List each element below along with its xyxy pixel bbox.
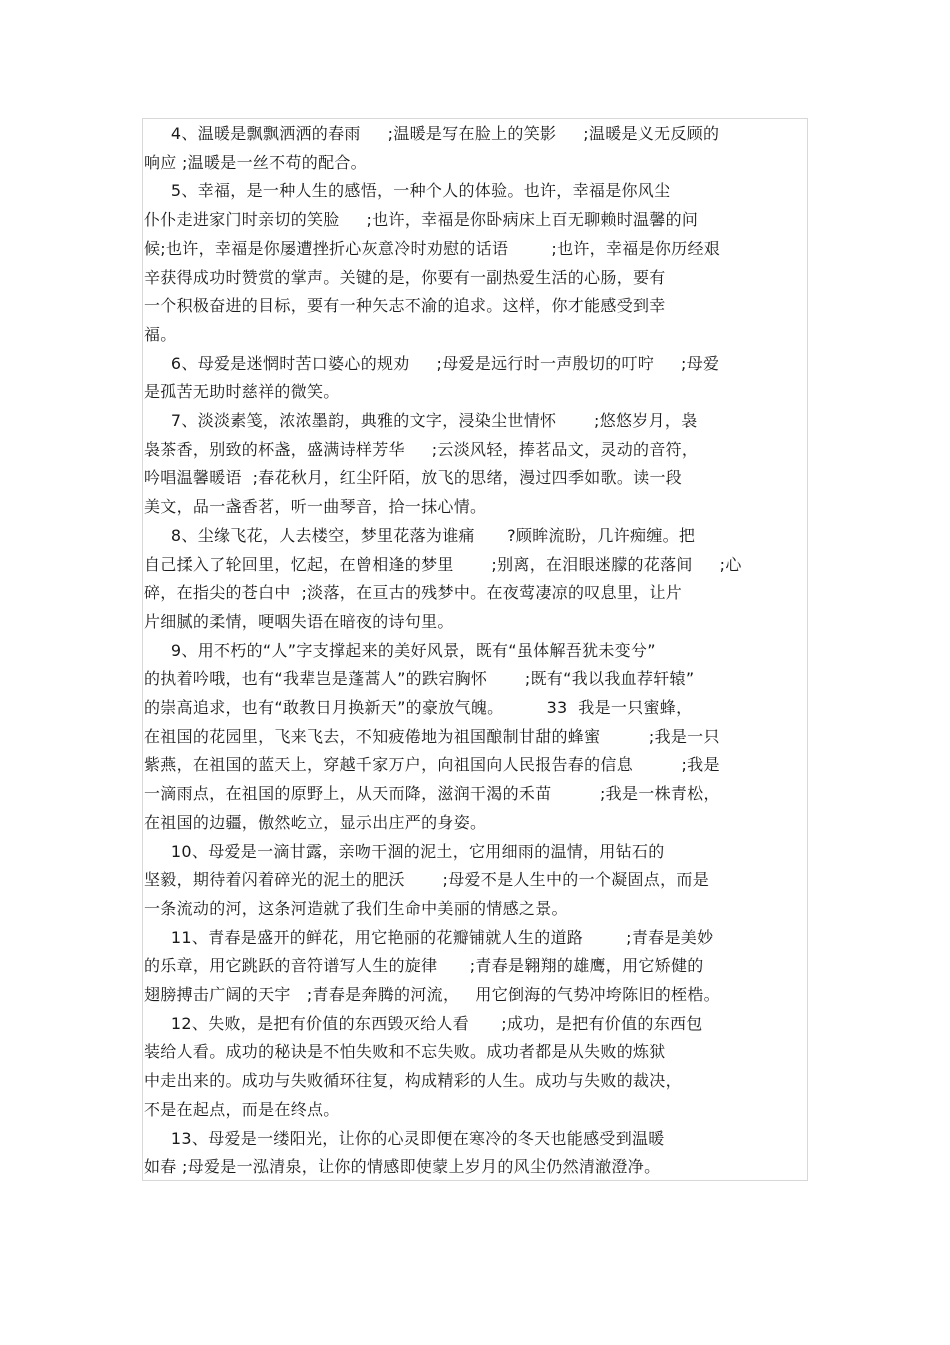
text-line: 翅膀搏击广阔的天宇 ;青春是奔腾的河流， 用它倒海的气势冲垮陈旧的桎梏。 xyxy=(144,985,720,1004)
text-line: 响应 ;温暖是一丝不苟的配合。 xyxy=(144,152,367,172)
text-line: 福。 xyxy=(144,324,177,344)
text-line: 的乐章，用它跳跃的音符谱写人生的旋律 ;青春是翱翔的雄鹰，用它矫健的 xyxy=(144,956,704,976)
text-line: 10、母爱是一滴甘露，亲吻干涸的泥土，它用细雨的温情，用钻石的 xyxy=(144,841,665,861)
text-line: 7、淡淡素笺，浓浓墨韵，典雅的文字，浸染尘世情怀 ;悠悠岁月，袅 xyxy=(144,411,698,430)
text-line: 13、母爱是一缕阳光，让你的心灵即便在寒冷的冬天也能感受到温暖 xyxy=(144,1128,665,1148)
text-line: 坚毅，期待着闪着碎光的泥土的肥沃 ;母爱不是人生中的一个凝固点，而是 xyxy=(144,870,709,890)
text-line: 碎，在指尖的苍白中 ;淡落，在亘古的残梦中。在夜莺凄凉的叹息里，让片 xyxy=(144,583,683,603)
text-line: 一个积极奋进的目标，要有一种矢志不渝的追求。这样，你才能感受到幸 xyxy=(144,296,666,316)
text-line: 在祖国的边疆，傲然屹立，显示出庄严的身姿。 xyxy=(144,812,487,832)
text-line: 紫燕，在祖国的蓝天上，穿越千家万户，向祖国向人民报告春的信息 ;我是 xyxy=(144,755,720,775)
text-line: 9、用不朽的“人”字支撑起来的美好风景，既有“虽体解吾犹未变兮” xyxy=(144,640,656,660)
text-line: 仆仆走进家门时亲切的笑脸 ;也许，幸福是你卧病床上百无聊赖时温馨的问 xyxy=(144,210,699,230)
text-line: 一条流动的河，这条河造就了我们生命中美丽的情感之景。 xyxy=(144,898,568,918)
text-line: 吟唱温馨暖语 ;春花秋月，红尘阡陌，放飞的思绪，漫过四季如歌。读一段 xyxy=(144,468,683,488)
text-line: 辛获得成功时赞赏的掌声。关键的是，你要有一副热爱生活的心肠，要有 xyxy=(144,267,666,287)
top-rule xyxy=(142,118,808,119)
text-line: 一滴雨点，在祖国的原野上，从天而降，滋润干渴的禾苗 ;我是一株青松， xyxy=(144,784,720,804)
text-line: 中走出来的。成功与失败循环往复，构成精彩的人生。成功与失败的裁决， xyxy=(144,1071,682,1091)
text-line: 是孤苦无助时慈祥的微笑。 xyxy=(144,382,340,402)
text-line: 美文，品一盏香茗，听一曲琴音，拾一抹心情。 xyxy=(144,497,487,517)
bottom-rule xyxy=(142,1180,808,1181)
text-line: 4、温暖是飘飘洒洒的春雨 ;温暖是写在脸上的笑影 ;温暖是义无反顾的 xyxy=(144,124,720,143)
text-line: 12、失败，是把有价值的东西毁灭给人看 ;成功，是把有价值的东西包 xyxy=(144,1013,703,1033)
text-line: 6、母爱是迷惘时苦口婆心的规劝 ;母爱是远行时一声殷切的叮咛 ;母爱 xyxy=(144,353,720,373)
text-line: 如春 ;母爱是一泓清泉，让你的情感即使蒙上岁月的风尘仍然清澈澄净。 xyxy=(144,1157,661,1177)
text-line: 不是在起点，而是在终点。 xyxy=(144,1099,340,1119)
text-line: 11、青春是盛开的鲜花，用它艳丽的花瓣铺就人生的道路 ;青春是美妙 xyxy=(144,927,714,947)
text-line: 8、尘缘飞花，人去楼空，梦里花落为谁痛 ?顾眸流盼，几许痴缠。把 xyxy=(144,525,696,545)
text-line: 在祖国的花园里，飞来飞去，不知疲倦地为祖国酿制甘甜的蜂蜜 ;我是一只 xyxy=(144,726,720,746)
text-line: 的崇高追求，也有“敢教日月换新天”的豪放气魄。 33 我是一只蜜蜂， xyxy=(144,698,693,717)
text-line: 袅茶香，别致的杯盏，盛满诗样芳华 ;云淡风轻，捧茗品文，灵动的音符， xyxy=(144,439,699,459)
text-line: 片细腻的柔情，哽咽失语在暗夜的诗句里。 xyxy=(144,611,454,631)
text-line: 5、幸福，是一种人生的感悟，一种个人的体验。也许，幸福是你风尘 xyxy=(144,181,671,201)
text-line: 装给人看。成功的秘诀是不怕失败和不忘失败。成功者都是从失败的炼狱 xyxy=(144,1042,666,1062)
text-line: 的执着吟哦，也有“我辈岂是蓬蒿人”的跌宕胸怀 ;既有“我以我血荐轩辕” xyxy=(144,669,695,689)
text-line: 候;也许，幸福是你屡遭挫折心灰意冷时劝慰的话语 ;也许，幸福是你历经艰 xyxy=(144,238,721,258)
text-line: 自己揉入了轮回里，忆起，在曾相逢的梦里 ;别离，在泪眼迷朦的花落间 ;心 xyxy=(144,554,742,574)
